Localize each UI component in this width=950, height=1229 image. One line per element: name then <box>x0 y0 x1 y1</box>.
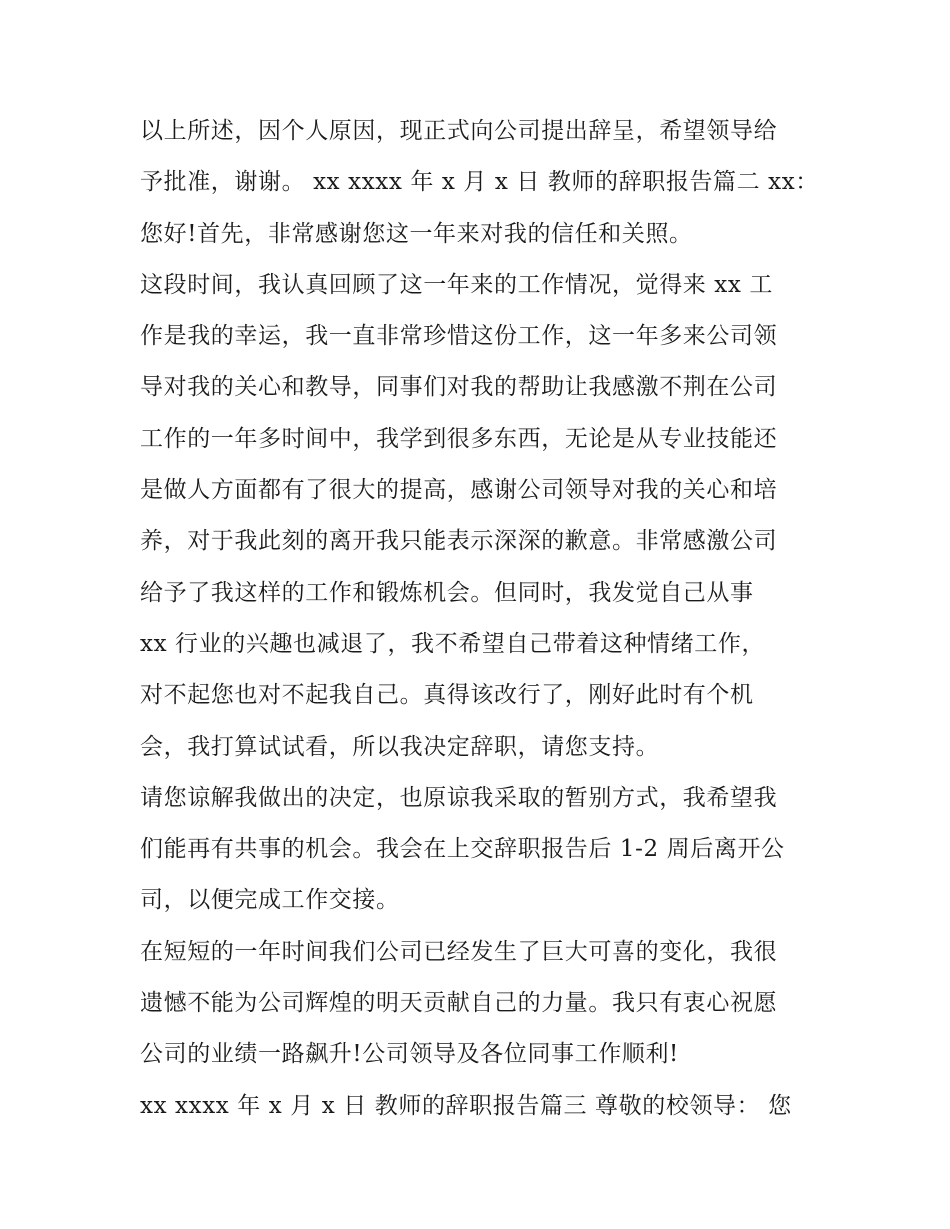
text-line-3: 您好!首先，非常感谢您这一年来对我的信任和关照。 <box>140 220 693 247</box>
text-line-17: 在短短的一年时间我们公司已经发生了巨大可喜的变化，我很 <box>140 938 778 965</box>
text-line-11: xx 行业的兴趣也减退了，我不希望自己带着这种情绪工作， <box>140 630 766 657</box>
text-line-16: 司，以便完成工作交接。 <box>140 887 400 914</box>
text-line-5: 作是我的幸运，我一直非常珍惜这份工作，这一年多来公司领 <box>140 323 778 350</box>
text-line-6: 导对我的关心和教导，同事们对我的帮助让我感激不荆在公司 <box>140 374 778 401</box>
text-line-20: xx xxxx 年 x 月 x 日 教师的辞职报告篇三 尊敬的校领导： 您 <box>140 1092 792 1119</box>
text-line-9: 养，对于我此刻的离开我只能表示深深的歉意。非常感激公司 <box>140 528 778 555</box>
text-line-8: 是做人方面都有了很大的提高，感谢公司领导对我的关心和培 <box>140 477 778 504</box>
text-line-1: 以上所述，因个人原因，现正式向公司提出辞呈，希望领导给 <box>140 118 778 144</box>
text-line-14: 请您谅解我做出的决定，也原谅我采取的暂别方式，我希望我 <box>140 784 778 811</box>
document-body <box>140 106 820 1132</box>
text-line-18: 遗憾不能为公司辉煌的明天贡献自己的力量。我只有衷心祝愿 <box>140 990 778 1017</box>
text-line-19: 公司的业绩一路飙升!公司领导及各位同事工作顺利! <box>140 1041 679 1068</box>
text-line-2: 予批准，谢谢。 xx xxxx 年 x 月 x 日 教师的辞职报告篇二 xx： <box>140 169 819 196</box>
text-line-15: 们能再有共事的机会。我会在上交辞职报告后 1-2 周后离开公 <box>140 836 785 863</box>
text-line-10: 给予了我这样的工作和锻炼机会。但同时，我发觉自己从事 <box>140 579 754 606</box>
text-line-13: 会，我打算试试看，所以我决定辞职，请您支持。 <box>140 733 660 760</box>
text-line-7: 工作的一年多时间中，我学到很多东西，无论是从专业技能还 <box>140 425 778 452</box>
text-line-4: 这段时间，我认真回顾了这一年来的工作情况，觉得来 xx 工 <box>140 271 773 298</box>
text-line-12: 对不起您也对不起我自己。真得该改行了，刚好此时有个机 <box>140 682 754 709</box>
